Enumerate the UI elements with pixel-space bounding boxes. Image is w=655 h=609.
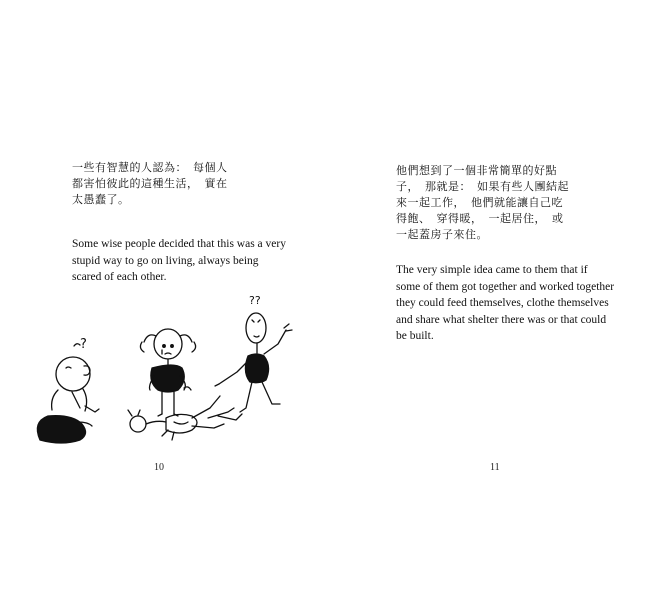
english-line: some of them got together and worked together <box>396 280 615 293</box>
english-line: stupid way to go on living, always being <box>72 254 259 267</box>
chinese-line: 一些有智慧的人認為： 每個人 <box>72 161 228 174</box>
page-number: 11 <box>490 462 500 473</box>
english-text-block <box>396 262 614 345</box>
english-line: The very simple idea came to them that if <box>396 264 588 276</box>
english-line: Some wise people decided that this was a very <box>72 238 286 250</box>
chinese-line: 子， 那就是： 如果有些人團結起 <box>396 180 569 193</box>
chinese-text-block <box>396 163 569 243</box>
chinese-line: 得飽、 穿得暖， 一起居住， 或 <box>396 212 564 225</box>
chinese-line: 都害怕彼此的這種生活， 實在 <box>72 177 228 190</box>
chinese-line: 來一起工作， 他們就能讓自己吃 <box>396 196 563 209</box>
chinese-line: 一起蓋房子來住。 <box>396 228 488 241</box>
girl-figure <box>140 329 195 416</box>
english-line: and share what shelter there was or that could <box>396 313 607 326</box>
english-line: be built. <box>396 330 434 342</box>
english-line: they could feed themselves, clothe themselves <box>396 297 609 309</box>
chinese-text-block <box>72 160 228 208</box>
english-line: scared of each other. <box>72 271 167 283</box>
right-page <box>327 0 655 609</box>
lying-figure <box>128 396 242 440</box>
pointing-figure <box>215 294 292 412</box>
english-text-block <box>72 236 286 286</box>
page-number: 10 <box>154 462 164 473</box>
people-illustration <box>28 296 308 456</box>
chinese-line: 太愚蠢了。 <box>72 193 130 206</box>
left-page <box>0 0 327 609</box>
question-mark-right: ?? <box>249 294 261 307</box>
chinese-line: 他們想到了一個非常簡單的好點 <box>396 164 557 177</box>
question-mark-left: ? <box>80 337 87 352</box>
sitting-figure <box>37 337 99 443</box>
